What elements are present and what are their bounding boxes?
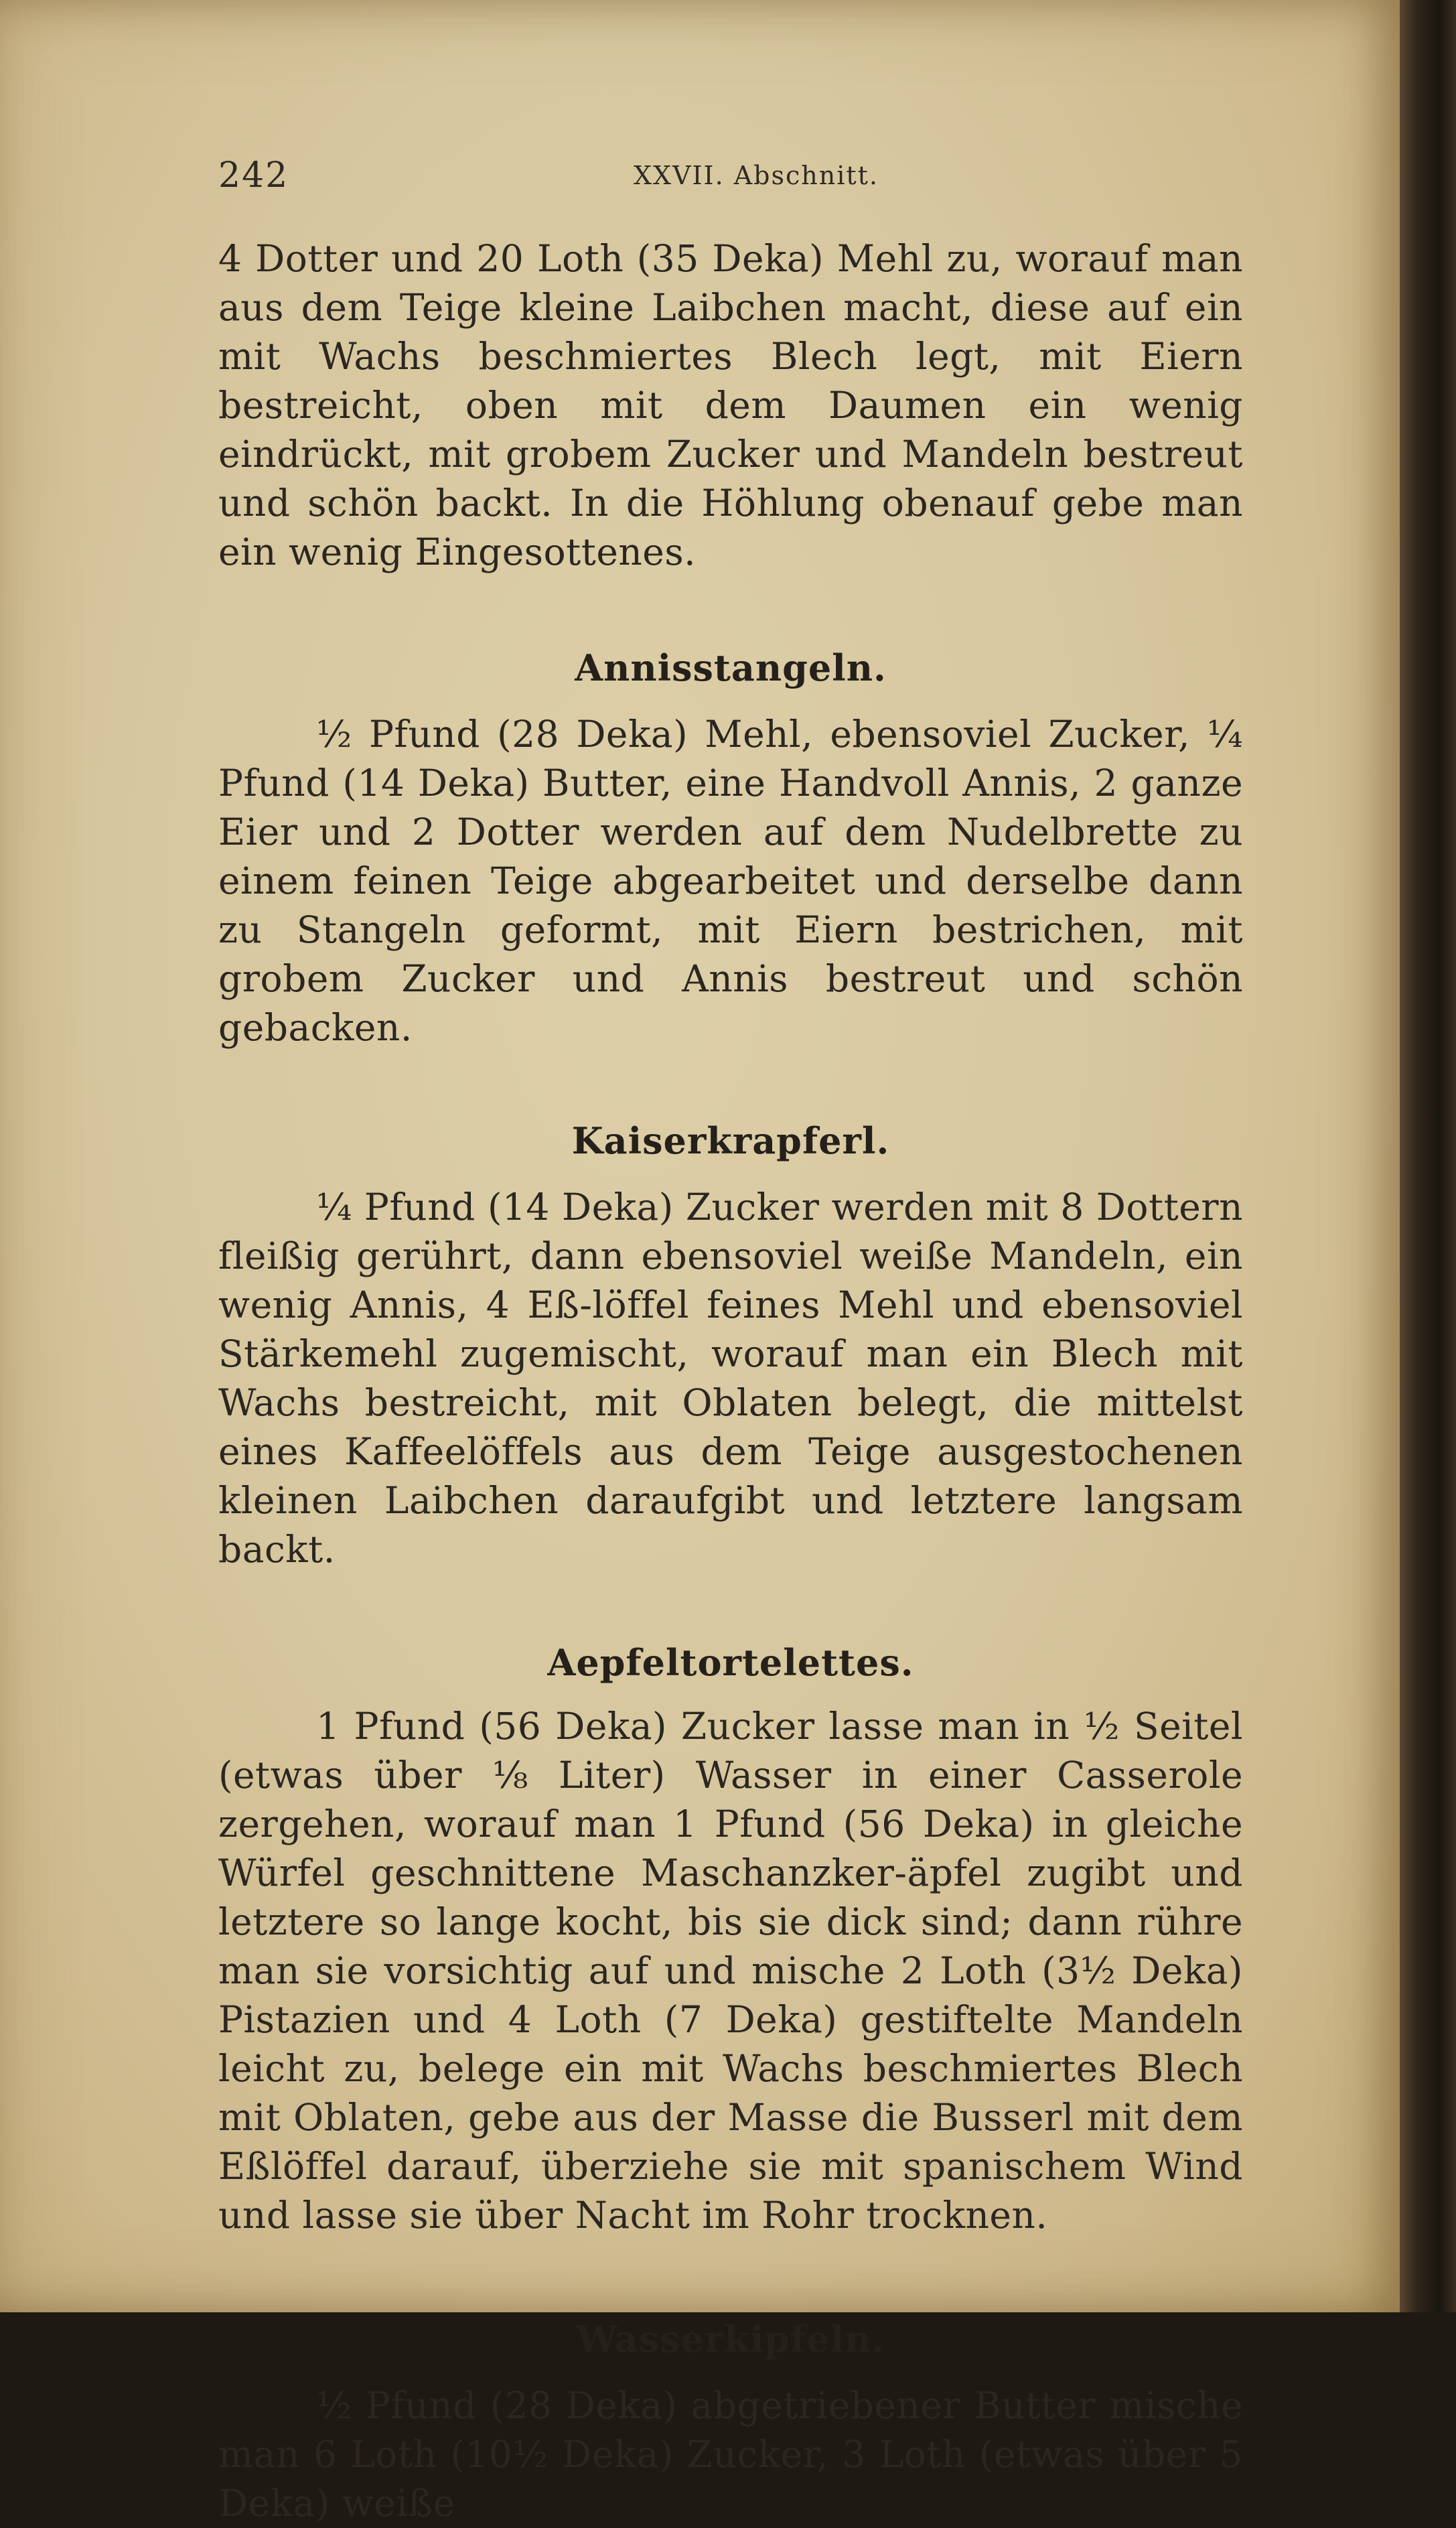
- body-text: [218, 234, 1243, 2528]
- recipe-text: ½ Pfund (28 Deka) abgetriebener Butter mische man 6 Loth (10½ Deka) Zucker, 3 Loth (etwas über 5 Deka) weiße: [218, 2384, 1243, 2525]
- recipe-title: Kaiserkrapferl.: [571, 1119, 890, 1162]
- recipe-title: Aepfeltortelettes.: [547, 1641, 914, 1684]
- running-head: [218, 155, 1243, 202]
- page-number: 242: [218, 155, 289, 196]
- book-spine: [1400, 0, 1456, 2312]
- recipe-title: Annisstangeln.: [575, 646, 887, 689]
- intro-paragraph: 4 Dotter und 20 Loth (35 Deka) Mehl zu, worauf man aus dem Teige kleine Laibchen macht, diese auf ein mit Wachs beschmiertes Blech legt, mit Eiern bestreicht, oben mit dem Daumen ein wenig eindrückt, mit grobem Zucker und Mandeln bestreut und schön backt. In die Höhlung obenauf gebe man ein wenig Eingesottenes.: [218, 237, 1243, 573]
- section-label: XXVII. Abschnitt.: [634, 161, 879, 190]
- recipe-text: ¼ Pfund (14 Deka) Zucker werden mit 8 Dottern fleißig gerührt, dann ebensoviel weiße Mandeln, ein wenig Annis, 4 Eß-löffel feines Mehl und ebensoviel Stärkemehl zugemischt, worauf man ein Blech mit Wachs bestreicht, mit Oblaten belegt, die mittelst eines Kaffeelöffels aus dem Teige ausgestochenen kleinen Laibchen daraufgibt und letztere langsam backt.: [218, 1186, 1243, 1571]
- recipe-text: 1 Pfund (56 Deka) Zucker lasse man in ½ Seitel (etwas über ⅛ Liter) Wasser in einer Casserole zergehen, worauf man 1 Pfund (56 Deka) in gleiche Würfel geschnittene Maschanzker-äpfel zugibt und letztere so lange kocht, bis sie dick sind; dann rühre man sie vorsichtig auf und mische 2 Loth (3½ Deka) Pistazien und 4 Loth (7 Deka) gestiftelte Mandeln leicht zu, belege ein mit Wachs beschmiertes Blech mit Oblaten, gebe aus der Masse die Busserl mit dem Eßlöffel darauf, überziehe sie mit spanischem Wind und lasse sie über Nacht im Rohr trocknen.: [218, 1705, 1243, 2237]
- recipe-text: ½ Pfund (28 Deka) Mehl, ebensoviel Zucker, ¼ Pfund (14 Deka) Butter, eine Handvoll Annis, 2 ganze Eier und 2 Dotter werden auf dem Nudelbrette zu einem feinen Teige abgearbeitet und derselbe dann zu Stangeln geformt, mit Eiern bestrichen, mit grobem Zucker und Annis bestreut und schön gebacken.: [218, 713, 1243, 1049]
- recipe-title: Wasserkipfeln.: [576, 2318, 885, 2361]
